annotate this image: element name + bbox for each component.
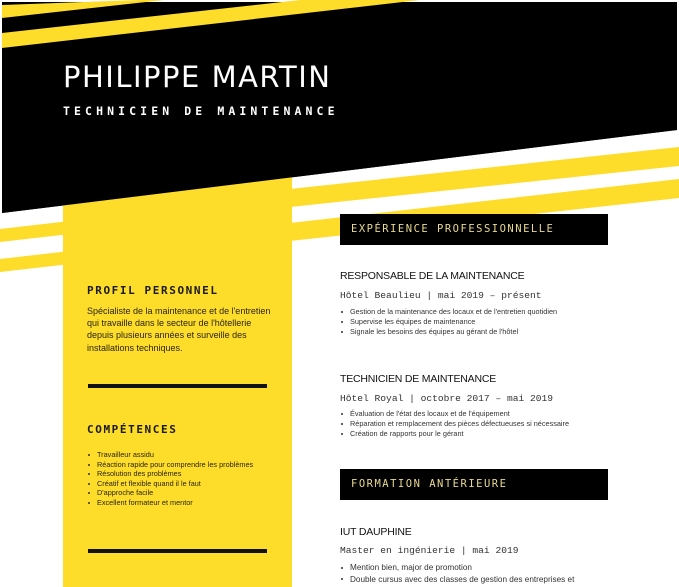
skills-list [87,450,253,508]
school-title: IUT DAUPHINE [340,526,412,538]
job-1-bullet: Gestion de la maintenance des locaux et de l'entretien quotidien [340,307,557,317]
sidebar-divider-2 [88,549,267,553]
job-2-title: TECHNICIEN DE MAINTENANCE [340,373,497,385]
job-2-bullet: Réparation et remplacement des pièces défectueuses si nécessaire [340,419,569,429]
school-bullets [340,562,574,585]
job-1-title: RESPONSABLE DE LA MAINTENANCE [340,270,525,282]
job-2-subtitle: Hôtel Royal | octobre 2017 – mai 2019 [340,393,554,404]
skill-item: Créatif et flexible quand il le faut [87,479,253,489]
skills-heading: COMPÉTENCES [87,423,178,436]
skill-item: Résolution des problèmes [87,469,253,479]
skill-item: Excellent formateur et mentor [87,498,253,508]
experience-heading: EXPÉRIENCE PROFESSIONNELLE [351,223,555,235]
job-1-bullet: Signale les besoins des équipes au gérant de l'hôtel [340,327,557,337]
school-bullet: Double cursus avec des classes de gestion des entreprises et [340,574,574,586]
job-2-bullet: Évaluation de l'état des locaux et de l'équipement [340,409,569,419]
experience-section-header [340,214,608,245]
job-title-header: TECHNICIEN DE MAINTENANCE [63,104,339,118]
skill-item: Travailleur assidu [87,450,253,460]
job-1-bullets [340,307,557,337]
skill-item: D'approche facile [87,488,253,498]
candidate-name: PHILIPPE MARTIN [63,60,332,94]
school-bullet: Mention bien, major de promotion [340,562,574,574]
sidebar-column [63,177,292,587]
education-heading: FORMATION ANTÉRIEURE [351,478,508,490]
job-1-subtitle: Hôtel Beaulieu | mai 2019 – présent [340,290,542,301]
school-subtitle: Master en ingénierie | mai 2019 [340,545,519,556]
profile-heading: PROFIL PERSONNEL [87,284,219,297]
job-2-bullets [340,409,569,439]
sidebar-divider-1 [88,384,267,388]
job-2-bullet: Création de rapports pour le gérant [340,429,569,439]
profile-text: Spécialiste de la maintenance et de l'entretien qui travaille dans le secteur de l'hôtellerie depuis plusieurs années et surveille des installations techniques. [87,306,271,353]
skill-item: Réaction rapide pour comprendre les problèmes [87,460,253,470]
education-section-header [340,469,608,500]
job-1-bullet: Supervise les équipes de maintenance [340,317,557,327]
